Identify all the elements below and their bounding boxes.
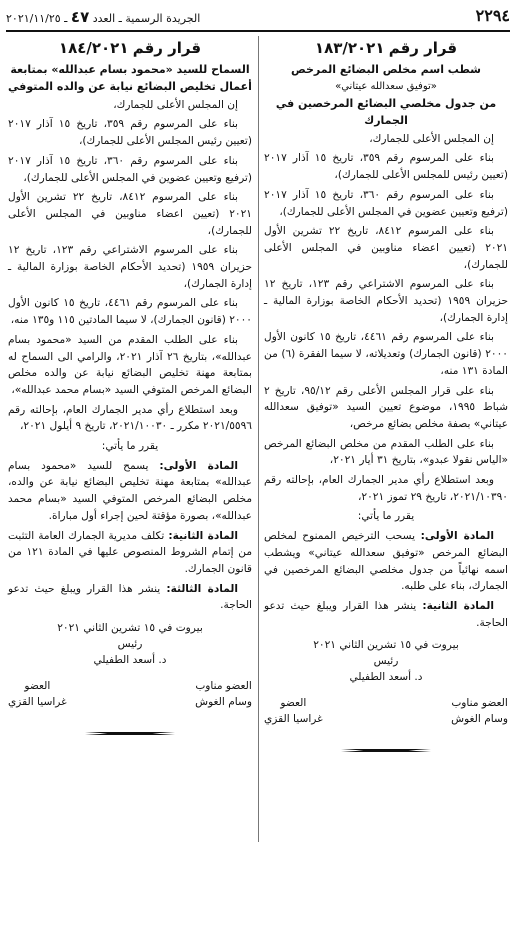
- members: [8, 678, 252, 710]
- page-header: [6, 6, 510, 30]
- preamble-para: إن المجلس الأعلى للجمارك،: [113, 98, 238, 111]
- decision-subject: السماح للسيد «محمود بسام عبدالله» بمتابعة أعمال تخليص البضائع نيابة عن والده المتوفي: [8, 62, 252, 93]
- end-ornament: [85, 730, 175, 740]
- decides-line: يقرر ما يأتي:: [101, 440, 159, 453]
- member: العضو مناوب وسام الغوش: [195, 680, 252, 709]
- preamble-para: بناء على المرسوم الاشتراعي رقم ١٢٣، تاريخ ١٢ حزيران ١٩٥٩ (تحديد الأحكام الخاصة بوزارة المالية ـ إدارة الجمارك)،: [8, 244, 253, 290]
- chair-title: رئيس: [373, 655, 399, 668]
- article-2: المادة الثانية: ينشر هذا القرار ويبلغ حيث تدعو الحاجة.: [264, 599, 508, 629]
- member: العضو غراسيا القزي: [8, 680, 67, 709]
- article-3: المادة الثالثة: ينشر هذا القرار ويبلغ حيث تدعو الحاجة.: [8, 582, 252, 612]
- header-rule: [6, 30, 510, 32]
- issue-date: ـ ٢٠٢١/١١/٢٥: [6, 12, 68, 25]
- members: [264, 695, 508, 727]
- preamble-para: بناء على المرسوم رقم ٤٤٦١، تاريخ ١٥ كانون الأول ٢٠٠٠ (قانون الجمارك) وتعديلاته، لا سيما الفقرة (٦) من المادة ١٣١ منه،: [264, 331, 508, 377]
- article-1: المادة الأولى: يسمح للسيد «محمود بسام عبدالله» بمتابعة مهنة تخليص البضائع نيابة عن والده، مخلص البضائع المرخص المتوفي السيد «بسام محمد عبدالله»، بصورة مؤقتة لحين إجراء أول مباراة.: [8, 459, 252, 522]
- issue-number: ٤٧: [70, 8, 90, 26]
- preamble-para: إن المجلس الأعلى للجمارك،: [369, 132, 494, 145]
- decides-line: يقرر ما يأتي:: [357, 510, 415, 523]
- member: العضو غراسيا القزي: [264, 697, 323, 726]
- decision-184: [8, 40, 252, 740]
- preamble-para: بناء على المرسوم ٨٤١٢، تاريخ ٢٢ تشرين الأول ٢٠٢١ (تعيين اعضاء مناوبين في المجلس الأعلى للجمارك)،: [264, 225, 508, 271]
- preamble-para: بناء على المرسوم رقم ٤٤٦١، تاريخ ١٥ كانون الأول ٢٠٠٠ (قانون الجمارك)، لا سيما المادتين ١١٥ و١٣٥ منه،: [8, 297, 252, 327]
- preamble-para: بناء على المرسوم ٨٤١٢، تاريخ ٢٢ تشرين الأول ٢٠٢١ (تعيين اعضاء مناوبين في المجلس الأعلى للجمارك)،: [8, 191, 252, 237]
- decision-title: قرار رقم ١٨٤/٢٠٢١: [58, 39, 202, 57]
- decision-number: ١٨٤: [58, 39, 87, 57]
- preamble-para: وبعد استطلاع رأي مدير الجمارك العام، بإحالته رقم ٢٠٢١/١٠٣٩٠، تاريخ ٢٩ تموز ٢٠٢١،: [264, 474, 508, 503]
- preamble-para: وبعد استطلاع رأي مدير الجمارك العام، بإحالته رقم ٢٠٢١/٥٥٩٦ مكرر ـ ٢٠٢١/١٠٠٣٠، تاريخ ٩ أيلول ٢٠٢١،: [8, 403, 252, 433]
- end-ornament: [341, 747, 431, 757]
- chair-name: د. أسعد الطفيلي: [349, 671, 423, 684]
- place-date: بيروت في ١٥ تشرين الثاني ٢٠٢١: [313, 639, 459, 652]
- decision-subject: شطب اسم مخلص البضائع المرخص «توفيق سعدالله عيتاني» من جدول مخلصي البضائع المرخصين في الجمارك: [275, 62, 497, 127]
- chair-title: رئيس: [117, 638, 143, 651]
- page-number: ٢٢٩٤: [475, 6, 510, 25]
- decision-title: قرار رقم ١٨٣/٢٠٢١: [314, 39, 458, 57]
- preamble-para: بناء على المرسوم رقم ٣٥٩، تاريخ ١٥ آذار ٢٠١٧ (تعيين رئيس المجلس الأعلى للجمارك)،: [8, 118, 252, 148]
- signature-block: [8, 620, 252, 668]
- article-2: المادة الثانية: تكلف مديرية الجمارك العامة التثبت من إتمام الشروط المنصوص عليها في المادة ١٢١ من قانون الجمارك.: [8, 529, 253, 575]
- decision-number: ١٨٣: [314, 39, 343, 57]
- preamble-para: بناء على الطلب المقدم من مخلص البضائع المرخص «الياس نقولا عبدو»، بتاريخ ٣١ أيار ٢٠٢١،: [264, 437, 508, 467]
- preamble-para: بناء على المرسوم رقم ٣٥٩، تاريخ ١٥ آذار ٢٠١٧ (تعيين رئيس للمجلس الأعلى للجمارك)،: [264, 152, 508, 182]
- chair-name: د. أسعد الطفيلي: [93, 654, 167, 667]
- article-1: المادة الأولى: يسحب الترخيص الممنوح لمخلص البضائع المرخص «توفيق سعدالله عيتاني» ويشطب اسمه نهائياً من جدول مخلصي البضائع المرخصين في الجمارك، بناء على طلبه.: [264, 530, 508, 593]
- place-date: بيروت في ١٥ تشرين الثاني ٢٠٢١: [57, 622, 203, 635]
- decision-183: [264, 40, 508, 757]
- preamble-para: بناء على المرسوم الاشتراعي رقم ١٢٣، تاريخ ١٢ حزيران ١٩٥٩ (تحديد الأحكام الخاصة بوزارة المالية ـ إدارة الجمارك)،: [264, 278, 509, 324]
- preamble-para: بناء على قرار المجلس الأعلى رقم ٩٥/١٢، تاريخ ٢ شباط ١٩٩٥، موضوع تعيين السيد «توفيق سعدالله عيتاني» بصفة مخلص بضائع مرخص،: [264, 384, 509, 430]
- gazette-name: الجريدة الرسمية ـ العدد: [92, 12, 201, 25]
- column-divider: [258, 36, 259, 842]
- member: العضو مناوب وسام الغوش: [451, 697, 508, 726]
- gazette-title: [6, 8, 200, 26]
- preamble-para: بناء على الطلب المقدم من السيد «محمود بسام عبدالله»، بتاريخ ٢٦ آذار ٢٠٢١، والرامي الى السماح له بمتابعة مهنة تخليص البضائع نيابة عن والده مخلص البضائع المرخص المتوفي السيد «بسام محمد عبدالله»،: [8, 333, 252, 396]
- preamble-para: بناء على المرسوم رقم ٣٦٠، تاريخ ١٥ آذار ٢٠١٧ (ترفيع وتعيين عضوين في المجلس الأعلى للجمارك)،: [264, 188, 508, 218]
- preamble-para: بناء على المرسوم رقم ٣٦٠، تاريخ ١٥ آذار ٢٠١٧ (ترفيع وتعيين عضوين في المجلس الأعلى للجمارك)،: [8, 154, 252, 184]
- signature-block: [264, 637, 508, 685]
